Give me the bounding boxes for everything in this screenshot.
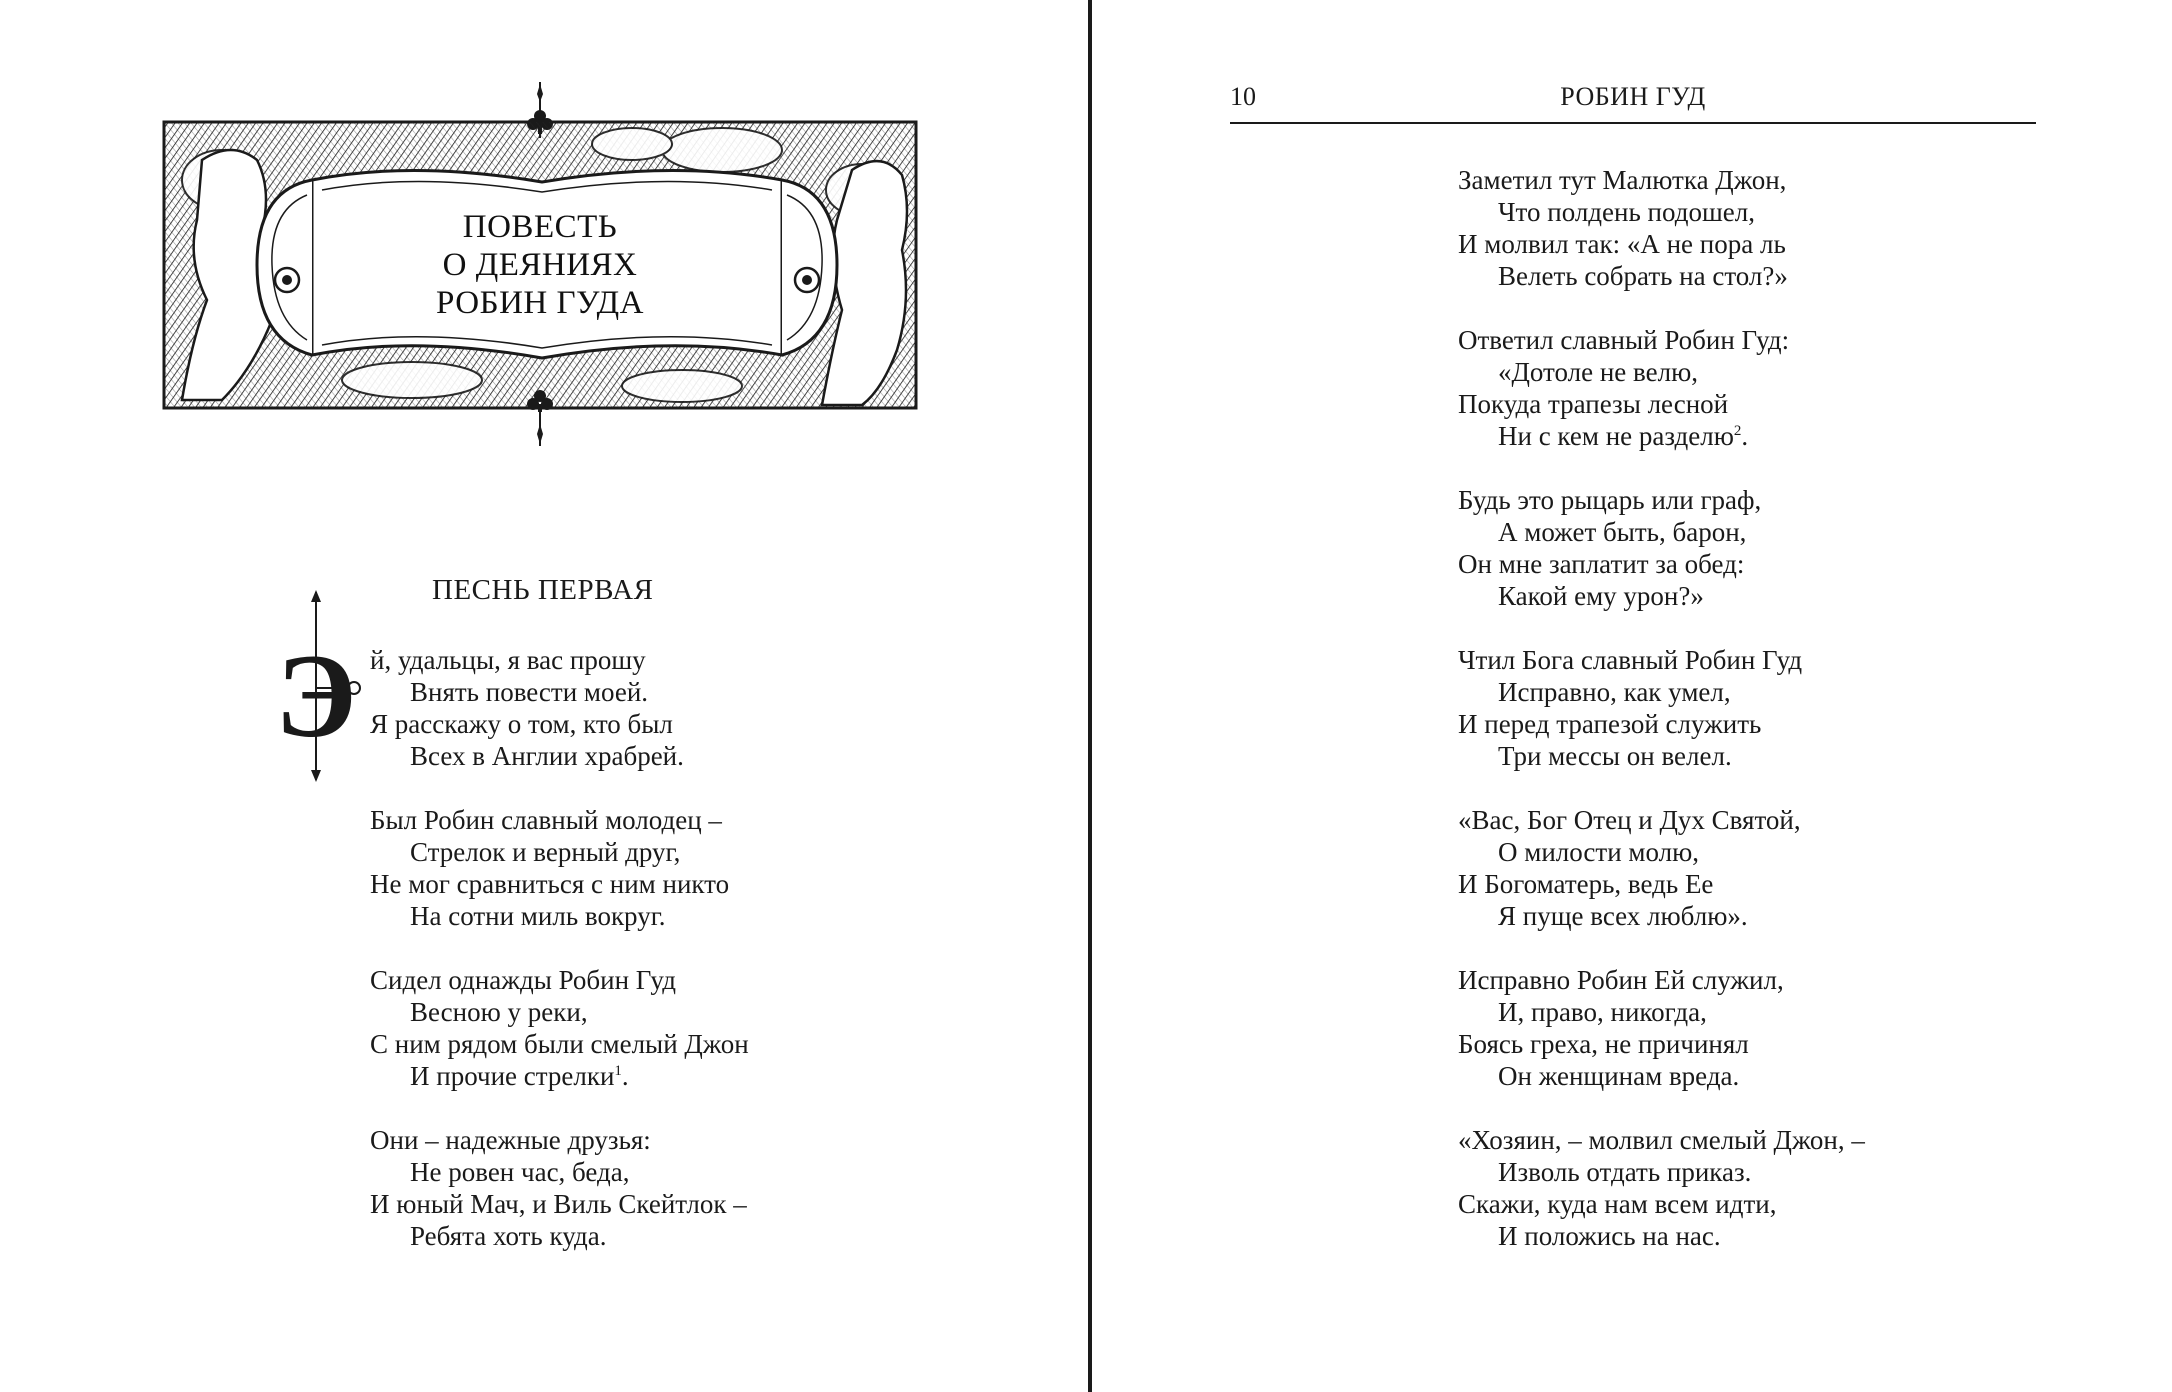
verse-line <box>1458 420 1789 452</box>
stanza-7 <box>1458 484 1761 612</box>
title-illustration <box>162 120 918 410</box>
verse-line <box>370 1060 749 1092</box>
verse-line: И молвил так: «А не пора ль <box>1458 229 1786 259</box>
verse-line: Не ровен час, беда, <box>410 1157 630 1187</box>
stanza-9 <box>1458 804 1801 932</box>
verse-line: Какой ему урон?» <box>1498 581 1704 611</box>
verse-line: Чтил Бога славный Робин Гуд <box>1458 645 1803 675</box>
footnote-marker: 2 <box>1733 423 1742 439</box>
verse-line: Заметил тут Малютка Джон, <box>1458 165 1787 195</box>
verse-line: Весною у реки, <box>410 997 588 1027</box>
stanza-8 <box>1458 644 1802 772</box>
book-title-banner <box>162 120 918 410</box>
title-line-1: ПОВЕСТЬ <box>462 209 618 245</box>
verse-line: Что полдень подошел, <box>1498 197 1755 227</box>
verse-line: Ответил славный Робин Гуд: <box>1458 325 1790 355</box>
stanza-5 <box>1458 164 1788 292</box>
stanza-11 <box>1458 1124 1865 1252</box>
verse-line: «Хозяин, – молвил смелый Джон, – <box>1458 1125 1865 1155</box>
running-title: РОБИН ГУД <box>1560 82 1706 111</box>
dropcap-ornament-icon <box>270 588 362 784</box>
title-line-3: РОБИН ГУДА <box>436 285 644 321</box>
verse-line: Он мне заплатит за обед: <box>1458 549 1745 579</box>
verse-line: На сотни миль вокруг. <box>410 901 666 931</box>
verse-line: Я расскажу о том, кто был <box>370 709 673 739</box>
verse-line: И, право, никогда, <box>1498 997 1707 1027</box>
title-line-2: О ДЕЯНИЯХ <box>442 247 638 283</box>
stanza-3 <box>370 964 749 1092</box>
verse-line: С ним рядом были смелый Джон <box>370 1029 749 1059</box>
dropcap <box>270 588 362 784</box>
verse-punct: . <box>1741 421 1749 451</box>
song-title: ПЕСНЬ ПЕРВАЯ <box>432 574 654 606</box>
page-gutter <box>1088 0 1092 1392</box>
verse-line: Исправно, как умел, <box>1498 677 1731 707</box>
verse-line: И Богоматерь, ведь Ее <box>1458 869 1714 899</box>
verse-line: О милости молю, <box>1498 837 1700 867</box>
verse-line: Не мог сравниться с ним никто <box>370 869 730 899</box>
verse-line: Будь это рыцарь или граф, <box>1458 485 1762 515</box>
verse-line: Сидел однажды Робин Гуд <box>370 965 676 995</box>
verse-line: Покуда трапезы лесной <box>1458 389 1729 419</box>
verse-line: Велеть собрать на стол?» <box>1498 261 1788 291</box>
verse-line: й, удальцы, я вас прошу <box>370 645 646 675</box>
running-head <box>1230 82 2036 124</box>
verse-line: А может быть, барон, <box>1498 517 1747 547</box>
footnote-marker: 1 <box>614 1063 622 1079</box>
verse-line: Они – надежные друзья: <box>370 1125 651 1155</box>
verse-line: «Вас, Бог Отец и Дух Святой, <box>1458 805 1801 835</box>
verse-line: Внять повести моей. <box>410 677 649 707</box>
stanza-10 <box>1458 964 1784 1092</box>
verse-line: «Дотоле не велю, <box>1498 357 1699 387</box>
verse-line: Три мессы он велел. <box>1498 741 1732 771</box>
verse-line: Стрелок и верный друг, <box>410 837 681 867</box>
verse-line: И юный Мач, и Виль Скейтлок – <box>370 1189 747 1219</box>
verse-line: Ребята хоть куда. <box>410 1221 607 1251</box>
verse-line: Был Робин славный молодец – <box>370 805 722 835</box>
verse-line: И перед трапезой служить <box>1458 709 1762 739</box>
stanza-2 <box>370 804 729 932</box>
bottom-club-ornament-icon <box>520 388 560 448</box>
verse-line: Изволь отдать приказ. <box>1498 1157 1752 1187</box>
verse-text: Ни с кем не разделю <box>1498 421 1734 451</box>
right-page <box>1094 0 2172 1392</box>
verse-line: И положись на нас. <box>1498 1221 1721 1251</box>
dropcap-letter: Э <box>275 629 357 762</box>
page-number: 10 <box>1230 82 1256 111</box>
verse-line: Он женщинам вреда. <box>1498 1061 1740 1091</box>
verse-line: Боясь греха, не причинял <box>1458 1029 1749 1059</box>
verse-line: Скажи, куда нам всем идти, <box>1458 1189 1777 1219</box>
stanza-4 <box>370 1124 747 1252</box>
stanza-1 <box>370 644 684 772</box>
verse-punct: . <box>621 1061 629 1091</box>
verse-line: Исправно Робин Ей служил, <box>1458 965 1784 995</box>
verse-line: Я пуще всех люблю». <box>1498 901 1748 931</box>
stanza-6 <box>1458 324 1789 452</box>
verse-line: Всех в Англии храбрей. <box>410 741 684 771</box>
verse-text: И прочие стрелки <box>410 1061 615 1091</box>
